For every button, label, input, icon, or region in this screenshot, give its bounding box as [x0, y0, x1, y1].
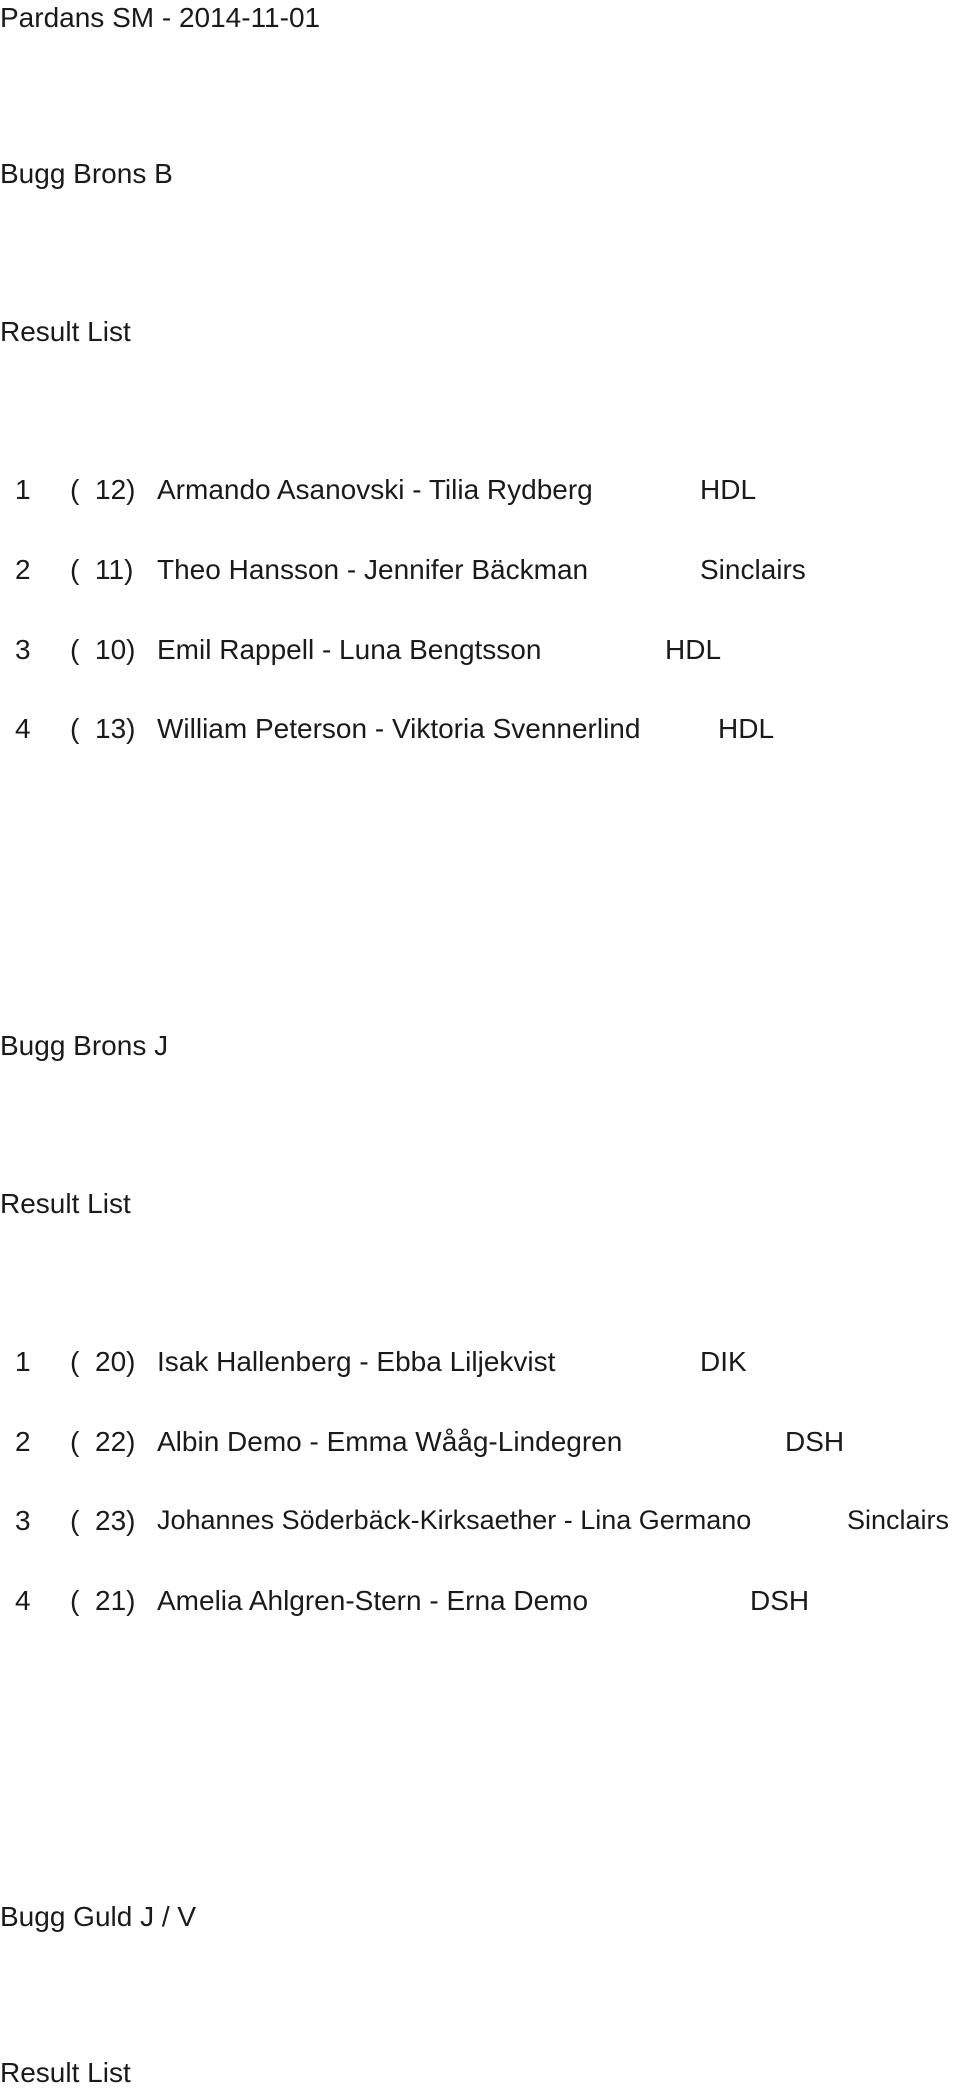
result-couple: Emil Rappell - Luna Bengtsson	[157, 634, 542, 665]
category-heading-bugg-brons-b: Bugg Brons B	[0, 158, 173, 189]
result-paren: (	[70, 713, 80, 744]
result-couple: Johannes Söderbäck-Kirksaether - Lina Germano	[157, 1505, 752, 1535]
result-start-number: 13)	[95, 713, 136, 744]
result-club: Sinclairs	[847, 1505, 950, 1535]
result-place: 4	[15, 713, 31, 744]
result-paren: (	[70, 554, 80, 585]
result-start-number: 22)	[95, 1426, 136, 1457]
result-club: HDL	[718, 713, 775, 744]
result-couple: Isak Hallenberg - Ebba Liljekvist	[157, 1346, 556, 1377]
result-place: 2	[15, 1426, 31, 1457]
result-place: 2	[15, 554, 31, 585]
result-place: 1	[15, 474, 31, 505]
result-paren: (	[70, 1346, 80, 1377]
result-paren: (	[70, 1505, 80, 1536]
category-heading-bugg-brons-j: Bugg Brons J	[0, 1030, 169, 1061]
result-start-number: 11)	[95, 554, 134, 585]
category-heading-bugg-guld-j-v: Bugg Guld J / V	[0, 1901, 197, 1932]
result-place: 3	[15, 634, 31, 665]
result-couple: Amelia Ahlgren-Stern - Erna Demo	[157, 1585, 589, 1616]
result-place: 3	[15, 1505, 31, 1536]
result-club: HDL	[700, 474, 757, 505]
result-club: HDL	[665, 634, 722, 665]
result-place: 1	[15, 1346, 31, 1377]
result-couple: Theo Hansson - Jennifer Bäckman	[157, 554, 589, 585]
result-start-number: 12)	[95, 474, 136, 505]
result-couple: William Peterson - Viktoria Svennerlind	[157, 713, 641, 744]
result-club: DSH	[785, 1426, 845, 1457]
result-start-number: 20)	[95, 1346, 136, 1377]
result-paren: (	[70, 634, 80, 665]
result-start-number: 21)	[95, 1585, 136, 1616]
result-place: 4	[15, 1585, 31, 1616]
result-start-number: 23)	[95, 1505, 136, 1536]
result-couple: Albin Demo - Emma Wååg-Lindegren	[157, 1426, 623, 1457]
result-list-title: Result List	[0, 1188, 131, 1219]
result-club: Sinclairs	[700, 554, 806, 585]
page-title: Pardans SM - 2014-11-01	[0, 2, 321, 33]
result-club: DIK	[700, 1346, 747, 1377]
result-list-title: Result List	[0, 316, 131, 347]
result-start-number: 10)	[95, 634, 136, 665]
result-paren: (	[70, 1426, 80, 1457]
result-couple: Armando Asanovski - Tilia Rydberg	[157, 474, 593, 505]
result-paren: (	[70, 1585, 80, 1616]
result-paren: (	[70, 474, 80, 505]
result-club: DSH	[750, 1585, 810, 1616]
result-list-title: Result List	[0, 2057, 131, 2088]
